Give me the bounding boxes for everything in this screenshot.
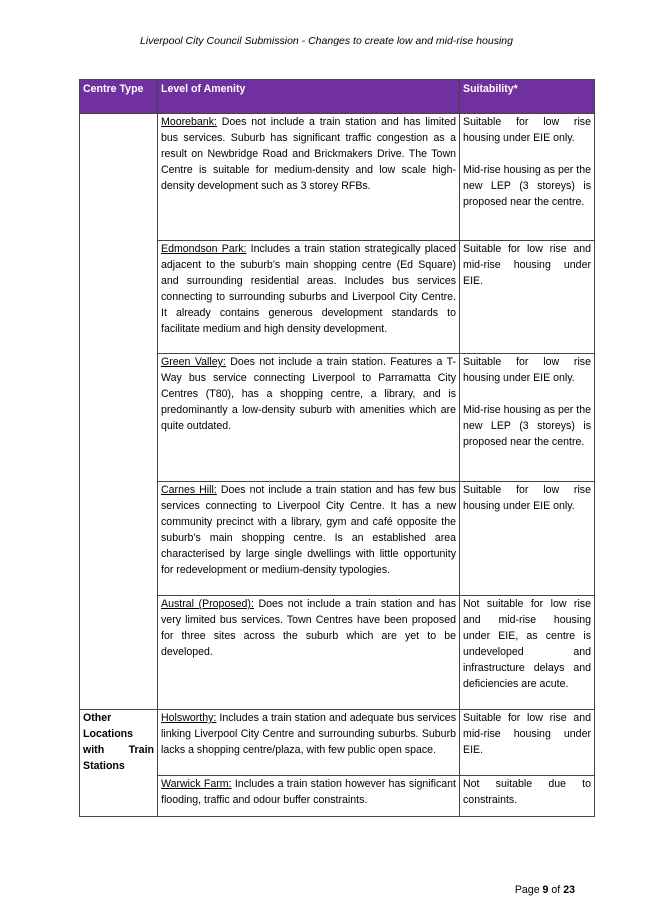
place-name: Warwick Farm: — [161, 778, 232, 790]
amenity-cell — [158, 482, 460, 596]
suitability-text: Mid-rise housing as per the new LEP (3 storeys) is proposed near the centre. — [463, 164, 591, 208]
amenity-cell — [158, 710, 460, 776]
amenity-cell — [158, 114, 460, 241]
place-name: Holsworthy: — [161, 712, 217, 724]
suitability-text: Not suitable due to constraints. — [463, 778, 591, 806]
amenity-text: Includes a train station and adequate bus services linking Liverpool City Centre and surrounding suburbs. Suburb lacks a shopping centre/plaza, with few public open space. — [161, 712, 456, 756]
table-row — [80, 241, 595, 354]
amenity-cell — [158, 241, 460, 354]
table-row — [80, 776, 595, 817]
place-name: Austral (Proposed): — [161, 598, 254, 610]
col-header-suitability: Suitability* — [460, 80, 595, 114]
suitability-cell — [460, 710, 595, 776]
amenity-text: Includes a train station strategically placed adjacent to the suburb’s main shopping centre (Ed Square) and surrounding residential areas. Includes bus services connecting to surrounding suburbs and Liverpool City Centre. It already contains generous development standards to facilitate medium and high density development. — [161, 243, 456, 335]
amenity-cell — [158, 354, 460, 482]
amenity-cell — [158, 596, 460, 710]
suitability-cell — [460, 354, 595, 482]
place-name: Edmondson Park: — [161, 243, 247, 255]
suitability-cell — [460, 776, 595, 817]
suitability-cell — [460, 241, 595, 354]
suitability-text: Suitable for low rise housing under EIE only. — [463, 116, 591, 144]
table-row — [80, 710, 595, 776]
place-name: Moorebank: — [161, 116, 217, 128]
table-row — [80, 114, 595, 241]
table-header-row — [80, 80, 595, 114]
amenity-text: Does not include a train station. Features a T-Way bus service connecting Liverpool to Parramatta City Centres (T80), has a shopping centre, a library, and is predominantly a low-density suburb with amenities which are quite outdated. — [161, 356, 456, 432]
suitability-text: Not suitable for low rise and mid-rise housing under EIE, as centre is undeveloped and infrastructure delays and deficiencies are acute. — [463, 598, 591, 690]
table-row — [80, 596, 595, 710]
suitability-text: Suitable for low rise housing under EIE only. — [463, 484, 591, 512]
table-row — [80, 354, 595, 482]
amenity-text: Does not include a train station and has few bus services connecting to Liverpool City Centre. It has a new community precinct with a library, gym and café opposite the suburb’s main shopping centre. Is an established area characterised by large single dwellings with little opportunity for redevelopment or medium-density typologies. — [161, 484, 457, 576]
place-name: Carnes Hill: — [161, 484, 217, 496]
amenity-table — [79, 79, 595, 817]
col-header-centre-type: Centre Type — [80, 80, 158, 114]
amenity-text: Does not include a train station and has very limited bus services. Town Centres have been proposed for three sites across the suburb which are yet to be developed. — [161, 598, 457, 658]
page-total: 23 — [563, 884, 575, 896]
table-row — [80, 482, 595, 596]
amenity-cell — [158, 776, 460, 817]
suitability-text: Suitable for low rise and mid-rise housing under EIE. — [463, 712, 591, 756]
amenity-text: Includes a train station however has significant flooding, traffic and odour buffer constraints. — [161, 778, 456, 806]
page-number — [515, 884, 575, 896]
suitability-cell — [460, 482, 595, 596]
col-header-level-of-amenity: Level of Amenity — [158, 80, 460, 114]
suitability-text: Mid-rise housing as per the new LEP (3 storeys) is proposed near the centre. — [463, 404, 591, 448]
page-current: 9 — [542, 884, 549, 896]
page-label: Page — [514, 884, 540, 896]
place-name: Green Valley: — [161, 356, 226, 368]
suitability-text: Suitable for low rise housing under EIE only. — [463, 356, 591, 384]
suitability-cell — [460, 596, 595, 710]
amenity-text: Does not include a train station and has limited bus services. Suburb has significant traffic congestion as a result on Newbridge Road and Brickmakers Drive. The Town Centre is suitable for medium-density and low scale high-density development such as 3 storey RFBs. — [161, 116, 456, 192]
centre-type-cell: Other Locations with Train Stations — [80, 710, 158, 817]
page-of: of — [551, 884, 561, 896]
running-header: Liverpool City Council Submission - Changes to create low and mid-rise housing — [140, 35, 513, 47]
centre-type-cell — [80, 114, 158, 710]
suitability-text: Suitable for low rise and mid-rise housing under EIE. — [463, 243, 591, 287]
suitability-cell — [460, 114, 595, 241]
